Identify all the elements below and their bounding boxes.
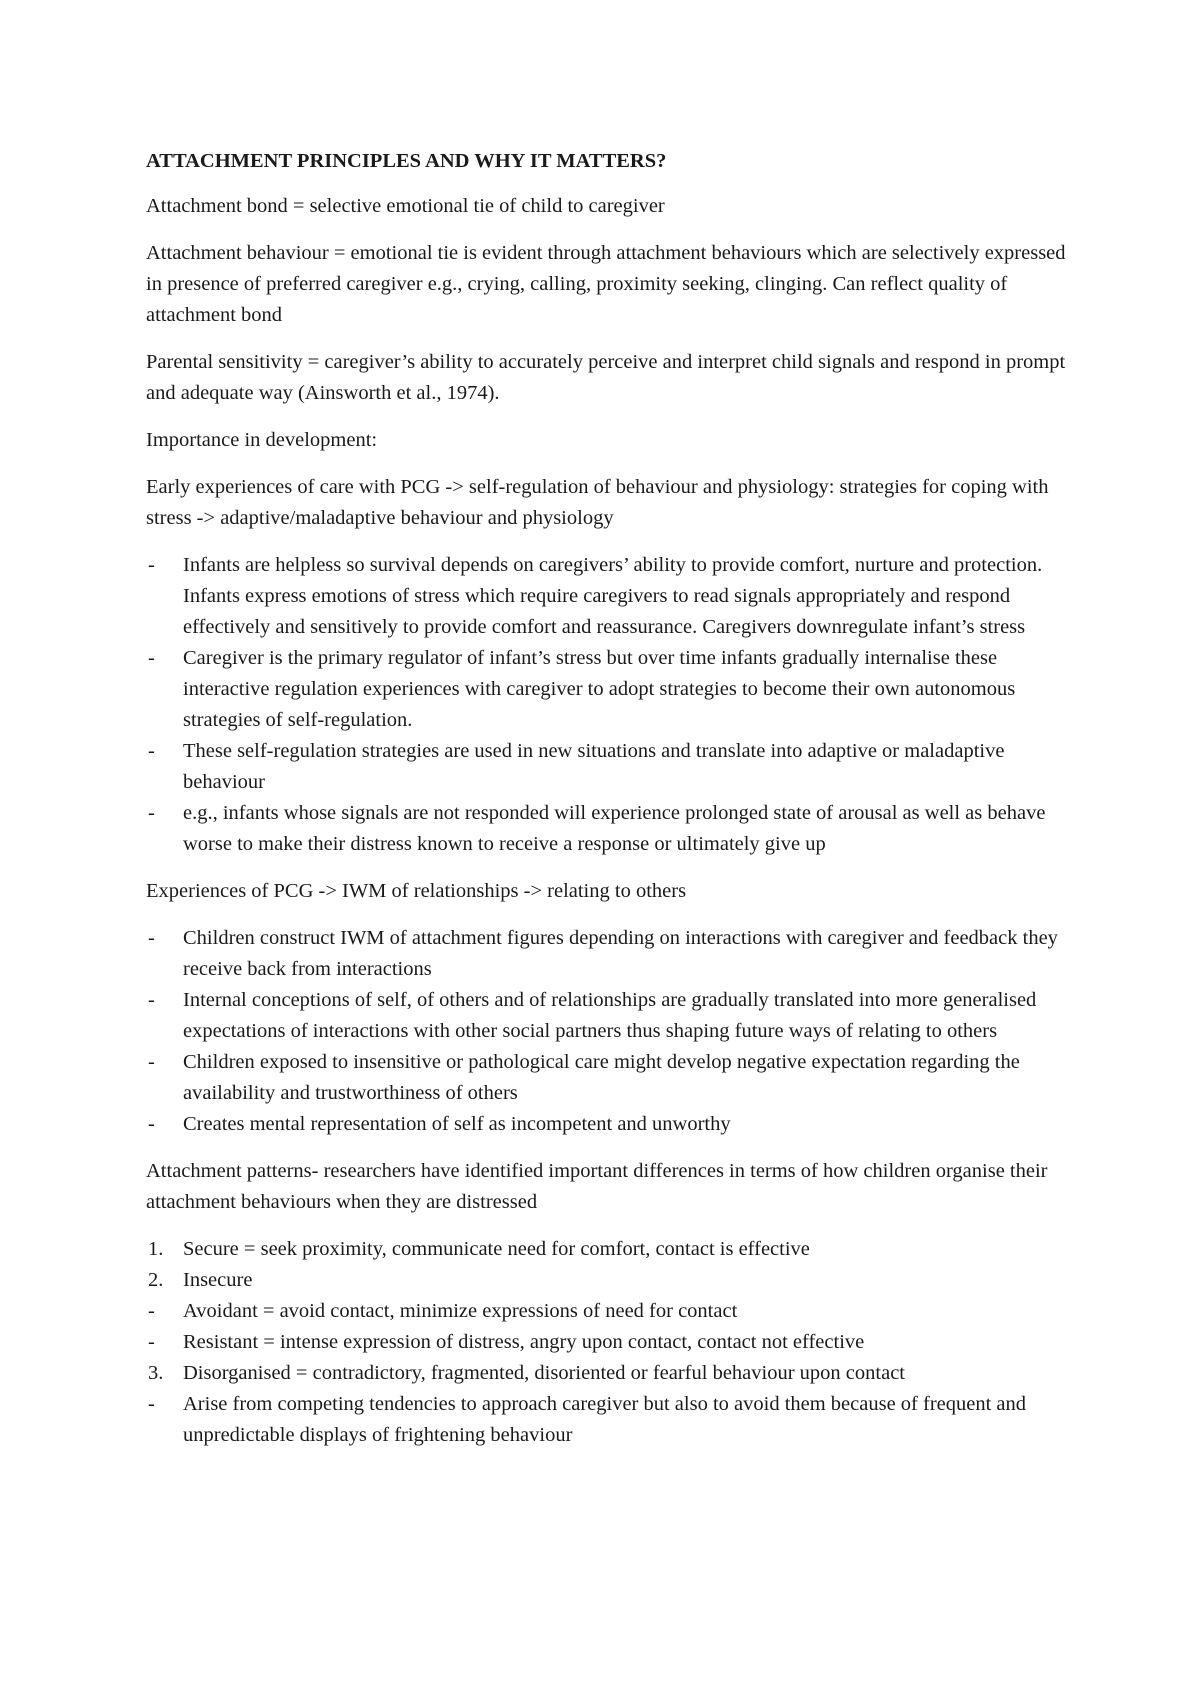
list-marker: - bbox=[148, 1331, 155, 1353]
list-item-text: These self-regulation strategies are used in new situations and translate into adaptive or maladaptive behaviour bbox=[183, 740, 1005, 793]
list-marker: - bbox=[148, 554, 155, 576]
list-item-text: Arise from competing tendencies to approach caregiver but also to avoid them because of frequent and unpredictable displays of frightening behaviour bbox=[183, 1393, 1027, 1446]
list-item bbox=[146, 1389, 1066, 1451]
list-marker: - bbox=[148, 927, 155, 949]
paragraph-attachment-behaviour: Attachment behaviour = emotional tie is evident through attachment behaviours which are selectively expressed in presence of preferred caregiver e.g., crying, calling, proximity seeking, clinging. Can reflect quality of attachment bond bbox=[146, 242, 1066, 326]
list-item-text: Caregiver is the primary regulator of infant’s stress but over time infants gradually internalise these interactive regulation experiences with caregiver to adopt strategies to become their own autonomous strategies of self-regulation. bbox=[183, 647, 1016, 731]
list-marker: 1. bbox=[148, 1238, 164, 1260]
list-self-regulation bbox=[146, 550, 1066, 860]
list-item-text: Children exposed to insensitive or pathological care might develop negative expectation regarding the availability and trustworthiness of others bbox=[183, 1051, 1020, 1104]
list-marker: - bbox=[148, 1051, 155, 1073]
list-item bbox=[146, 1296, 1066, 1327]
list-marker: - bbox=[148, 802, 155, 824]
list-attachment-patterns bbox=[146, 1234, 1066, 1451]
list-item bbox=[146, 1265, 1066, 1296]
list-item-text: e.g., infants whose signals are not responded will experience prolonged state of arousal as well as behave worse to make their distress known to receive a response or ultimately give up bbox=[183, 802, 1046, 855]
list-marker: - bbox=[148, 740, 155, 762]
paragraph-importance-heading: Importance in development: bbox=[146, 429, 378, 451]
list-iwm bbox=[146, 923, 1066, 1140]
paragraph-attachment-patterns: Attachment patterns- researchers have identified important differences in terms of how children organise their attachment behaviours when they are distressed bbox=[146, 1160, 1048, 1213]
list-item bbox=[146, 550, 1066, 643]
list-item-text: Avoidant = avoid contact, minimize expressions of need for contact bbox=[183, 1300, 738, 1322]
list-item-text: Infants are helpless so survival depends on caregivers’ ability to provide comfort, nurture and protection. Infants express emotions of stress which require caregivers to read signals appropriately and respond effectively and sensitively to provide comfort and reassurance. Caregivers downregulate infant’s stress bbox=[183, 554, 1043, 638]
list-item bbox=[146, 985, 1066, 1047]
list-marker: - bbox=[148, 1300, 155, 1322]
paragraph-iwm-heading: Experiences of PCG -> IWM of relationships -> relating to others bbox=[146, 880, 687, 902]
list-item bbox=[146, 798, 1066, 860]
document-title: ATTACHMENT PRINCIPLES AND WHY IT MATTERS? bbox=[146, 150, 667, 172]
list-marker: 3. bbox=[148, 1362, 164, 1384]
document-page bbox=[146, 146, 1066, 1467]
list-item bbox=[146, 923, 1066, 985]
list-item-text: Creates mental representation of self as incompetent and unworthy bbox=[183, 1113, 731, 1135]
list-item-text: Children construct IWM of attachment figures depending on interactions with caregiver and feedback they receive back from interactions bbox=[183, 927, 1058, 980]
list-marker: - bbox=[148, 647, 155, 669]
list-item bbox=[146, 736, 1066, 798]
list-marker: - bbox=[148, 1113, 155, 1135]
list-item bbox=[146, 1047, 1066, 1109]
list-marker: - bbox=[148, 989, 155, 1011]
list-item-text: Insecure bbox=[183, 1269, 253, 1291]
list-item bbox=[146, 1327, 1066, 1358]
list-item bbox=[146, 1358, 1066, 1389]
list-item bbox=[146, 643, 1066, 736]
paragraph-attachment-bond: Attachment bond = selective emotional tie of child to caregiver bbox=[146, 195, 665, 217]
list-item bbox=[146, 1109, 1066, 1140]
list-marker: - bbox=[148, 1393, 155, 1415]
paragraph-early-experiences: Early experiences of care with PCG -> self-regulation of behaviour and physiology: strategies for coping with stress -> adaptive/maladaptive behaviour and physiology bbox=[146, 476, 1049, 529]
list-item-text: Secure = seek proximity, communicate need for comfort, contact is effective bbox=[183, 1238, 810, 1260]
list-item-text: Disorganised = contradictory, fragmented, disoriented or fearful behaviour upon contact bbox=[183, 1362, 905, 1384]
list-item-text: Internal conceptions of self, of others and of relationships are gradually translated into more generalised expectations of interactions with other social partners thus shaping future ways of relating to others bbox=[183, 989, 1037, 1042]
list-item bbox=[146, 1234, 1066, 1265]
list-item-text: Resistant = intense expression of distress, angry upon contact, contact not effective bbox=[183, 1331, 865, 1353]
paragraph-parental-sensitivity: Parental sensitivity = caregiver’s ability to accurately perceive and interpret child signals and respond in prompt and adequate way (Ainsworth et al., 1974). bbox=[146, 351, 1066, 404]
list-marker: 2. bbox=[148, 1269, 164, 1291]
